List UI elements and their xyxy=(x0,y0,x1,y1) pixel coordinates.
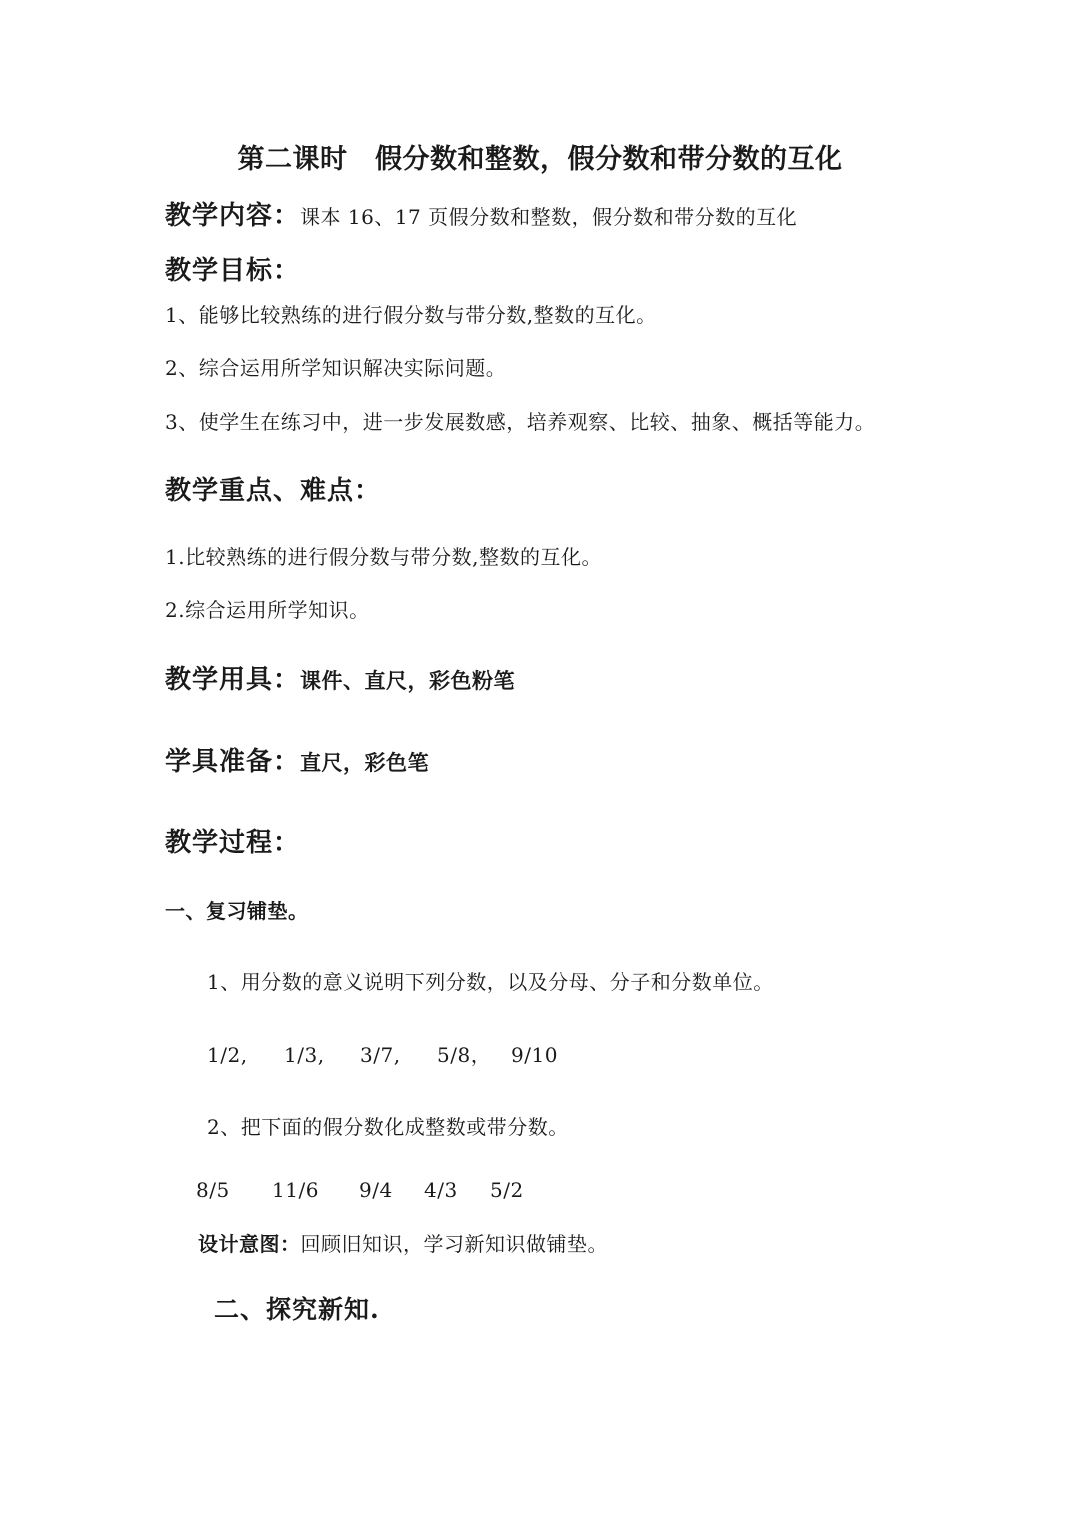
process-heading: 教学过程： xyxy=(165,828,301,858)
design-intent xyxy=(198,1234,608,1254)
question-1-fractions xyxy=(207,1045,558,1065)
fraction-item: 4/3 xyxy=(424,1178,458,1202)
fraction-item: 9/4 xyxy=(359,1178,393,1202)
objective-item-3: 3、使学生在练习中，进一步发展数感，培养观察、比较、抽象、概括等能力。 xyxy=(165,410,876,434)
fraction-item: 9/10 xyxy=(511,1043,558,1067)
fraction-item: 3/7, xyxy=(360,1043,401,1067)
fraction-item: 5/8， xyxy=(437,1043,492,1067)
fraction-item: 1/3, xyxy=(284,1043,325,1067)
teaching-tools-label: 教学用具： xyxy=(165,665,301,695)
section2-heading: 二、探究新知. xyxy=(214,1295,380,1324)
student-tools xyxy=(165,749,429,775)
design-intent-label: 设计意图： xyxy=(198,1232,301,1256)
student-tools-value: 直尺，彩色笔 xyxy=(300,750,430,775)
objective-item-1: 1、能够比较熟练的进行假分数与带分数,整数的互化。 xyxy=(165,303,657,327)
fraction-item: 11/6 xyxy=(272,1178,319,1202)
key-point-item-1: 1.比较熟练的进行假分数与带分数,整数的互化。 xyxy=(165,545,602,569)
fraction-item: 1/2, xyxy=(207,1043,248,1067)
section1-heading: 一、复习铺垫。 xyxy=(165,899,309,923)
teaching-content-label: 教学内容： xyxy=(165,201,301,231)
page-title: 第二课时 假分数和整数，假分数和带分数的互化 xyxy=(237,144,843,175)
design-intent-value: 回顾旧知识，学习新知识做铺垫。 xyxy=(300,1232,608,1256)
student-tools-label: 学具准备： xyxy=(165,747,301,777)
fraction-item: 5/2 xyxy=(490,1178,524,1202)
question-2-fractions xyxy=(196,1180,524,1200)
key-points-heading: 教学重点、难点： xyxy=(165,476,382,506)
fraction-item: 8/5 xyxy=(196,1178,230,1202)
key-point-item-2: 2.综合运用所学知识。 xyxy=(165,598,370,622)
teaching-content-value: 课本 16、17 页假分数和整数，假分数和带分数的互化 xyxy=(300,205,798,229)
question-2: 2、把下面的假分数化成整数或带分数。 xyxy=(207,1115,569,1139)
objectives-heading: 教学目标： xyxy=(165,256,301,286)
teaching-tools-value: 课件、直尺，彩色粉笔 xyxy=(300,668,516,693)
teaching-content xyxy=(165,203,797,229)
teaching-tools xyxy=(165,667,515,693)
objective-item-2: 2、综合运用所学知识解决实际问题。 xyxy=(165,356,507,380)
question-1: 1、用分数的意义说明下列分数，以及分母、分子和分数单位。 xyxy=(207,970,774,994)
